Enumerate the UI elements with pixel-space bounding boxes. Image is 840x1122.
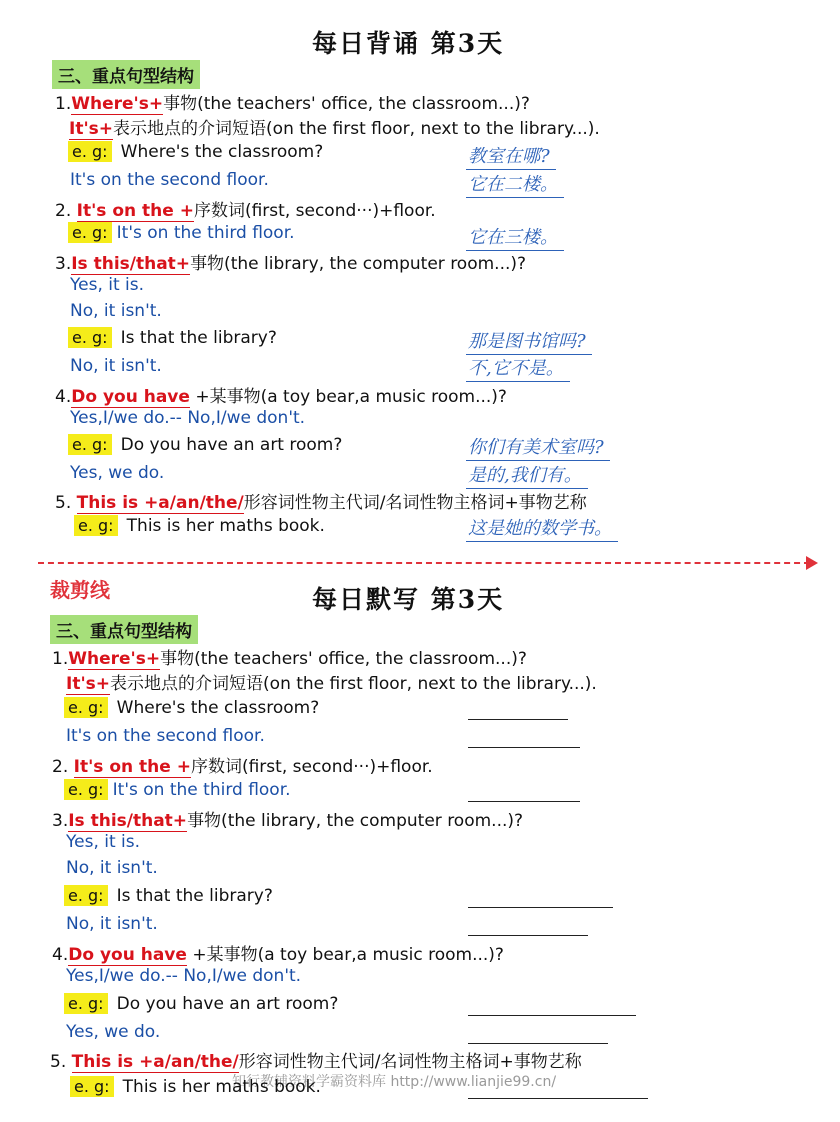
- eg-label: e. g:: [74, 515, 118, 536]
- pattern-keyword: Do you have: [68, 945, 187, 965]
- pattern-2: [55, 196, 436, 221]
- pattern-keyword: It's+: [69, 119, 114, 139]
- translation: 那是图书馆吗?: [466, 327, 592, 355]
- example-1-answer: It's on the second floor.: [66, 726, 265, 746]
- answer-yes: Yes, it is.: [66, 832, 141, 852]
- item-number: 2.: [55, 201, 72, 221]
- translation: 这是她的数学书。: [466, 514, 618, 542]
- pattern-keyword: This is +a/an/the/: [76, 493, 244, 513]
- eg-label: e. g:: [64, 697, 108, 718]
- example-3-answer: No, it isn't.: [66, 914, 158, 934]
- item-number: 4.: [55, 387, 72, 407]
- pattern-keyword: Where's+: [68, 649, 161, 669]
- item-number: 1.: [52, 649, 69, 669]
- item-number: 5.: [55, 493, 72, 513]
- pattern-4: [55, 382, 507, 407]
- pattern-text: 事物(the library, the computer room...)?: [190, 254, 527, 274]
- pattern-1: [55, 89, 530, 114]
- answer-blank[interactable]: [468, 800, 580, 802]
- pattern-text: 形容词性物主代词/名词性物主格词+事物艺称: [238, 1052, 582, 1072]
- pattern-4: [52, 940, 504, 965]
- section-heading: 三、重点句型结构: [52, 60, 200, 89]
- example-4-answer: Yes, we do.: [66, 1022, 161, 1042]
- cut-line: [38, 562, 810, 564]
- pattern-text: 事物(the teachers' office, the classroom...)?: [160, 649, 527, 669]
- item-number: 3.: [52, 811, 69, 831]
- page-title-dictation: 每日默写 第3天: [312, 585, 505, 614]
- answer-blank[interactable]: [468, 906, 613, 908]
- example-text: Is that the library?: [120, 328, 277, 348]
- example-2: [68, 223, 295, 243]
- example-3-question: [64, 886, 273, 906]
- translation: 是的,我们有。: [466, 461, 588, 489]
- example-text: Do you have an art room?: [116, 994, 339, 1014]
- example-3-question: [68, 328, 277, 348]
- answer-no: No, it isn't.: [70, 301, 162, 321]
- answer-blank[interactable]: [468, 1042, 608, 1044]
- cut-line-label: 裁剪线: [50, 578, 110, 602]
- answer-blank[interactable]: [468, 718, 568, 720]
- eg-label: e. g:: [64, 885, 108, 906]
- eg-label: e. g:: [68, 327, 112, 348]
- section-heading: 三、重点句型结构: [50, 615, 198, 644]
- translation: 不,它不是。: [466, 354, 570, 382]
- item-number: 2.: [52, 757, 69, 777]
- translation: 它在二楼。: [466, 170, 564, 198]
- pattern-5: [55, 488, 587, 513]
- example-1-question: [64, 698, 319, 718]
- eg-label: e. g:: [68, 141, 112, 162]
- pattern-text: 序数词(first, second···)+floor.: [193, 201, 436, 221]
- pattern-1: [52, 644, 527, 669]
- pattern-keyword: This is +a/an/the/: [71, 1052, 239, 1072]
- pattern-text: 序数词(first, second···)+floor.: [190, 757, 433, 777]
- example-2: [64, 780, 291, 800]
- yes-no-answers: Yes,I/we do.-- No,I/we don't.: [70, 408, 306, 428]
- pattern-3: [55, 249, 526, 274]
- answer-blank[interactable]: [468, 1097, 648, 1099]
- item-number: 3.: [55, 254, 72, 274]
- example-4-question: [64, 994, 338, 1014]
- item-number: 4.: [52, 945, 69, 965]
- example-4-question: [68, 435, 342, 455]
- pattern-keyword: Is this/that+: [68, 811, 188, 831]
- arrow-right-icon: [806, 556, 818, 570]
- example-1-answer: It's on the second floor.: [70, 170, 269, 190]
- example-text: It's on the third floor.: [112, 780, 291, 800]
- pattern-text: 事物(the teachers' office, the classroom...)?: [163, 94, 530, 114]
- item-number: 5.: [50, 1052, 67, 1072]
- pattern-5: [50, 1047, 582, 1072]
- answer-yes: Yes, it is.: [70, 275, 145, 295]
- example-text: It's on the third floor.: [116, 223, 295, 243]
- yes-no-answers: Yes,I/we do.-- No,I/we don't.: [66, 966, 302, 986]
- pattern-keyword: Where's+: [71, 94, 164, 114]
- example-3-answer: No, it isn't.: [70, 356, 162, 376]
- example-1-question: [68, 142, 323, 162]
- pattern-text: 表示地点的介词短语(on the first floor, next to the library...).: [113, 119, 600, 139]
- pattern-keyword: It's+: [66, 674, 111, 694]
- eg-label: e. g:: [68, 222, 112, 243]
- pattern-keyword: Do you have: [71, 387, 190, 407]
- pattern-3: [52, 806, 523, 831]
- pattern-2: [52, 752, 433, 777]
- example-text: Do you have an art room?: [120, 435, 343, 455]
- example-5: [70, 1077, 321, 1097]
- pattern-text: 表示地点的介词短语(on the first floor, next to the library...).: [110, 674, 597, 694]
- translation: 教室在哪?: [466, 142, 556, 170]
- translation: 你们有美术室吗?: [466, 433, 610, 461]
- example-text: Is that the library?: [116, 886, 273, 906]
- example-text: Where's the classroom?: [116, 698, 320, 718]
- watermark: 知行教辅资料学霸资料库 http://www.lianjie99.cn/: [232, 1074, 557, 1090]
- pattern-text: +某事物(a toy bear,a music room...)?: [195, 387, 507, 407]
- pattern-1b: [69, 114, 600, 139]
- example-text: Where's the classroom?: [120, 142, 324, 162]
- example-5: [74, 516, 325, 536]
- pattern-1b: [66, 669, 597, 694]
- page-title-recite: 每日背诵 第3天: [312, 29, 505, 58]
- answer-no: No, it isn't.: [66, 858, 158, 878]
- pattern-keyword: It's on the +: [76, 201, 194, 221]
- pattern-keyword: Is this/that+: [71, 254, 191, 274]
- eg-label: e. g:: [68, 434, 112, 455]
- pattern-text: +某事物(a toy bear,a music room...)?: [192, 945, 504, 965]
- eg-label: e. g:: [64, 993, 108, 1014]
- eg-label: e. g:: [64, 779, 108, 800]
- pattern-text: 形容词性物主代词/名词性物主格词+事物艺称: [243, 493, 587, 513]
- answer-blank[interactable]: [468, 934, 588, 936]
- pattern-text: 事物(the library, the computer room...)?: [187, 811, 524, 831]
- answer-blank[interactable]: [468, 746, 580, 748]
- eg-label: e. g:: [70, 1076, 114, 1097]
- translation: 它在三楼。: [466, 223, 564, 251]
- pattern-keyword: It's on the +: [73, 757, 191, 777]
- example-text: This is her maths book.: [122, 1077, 321, 1097]
- item-number: 1.: [55, 94, 72, 114]
- example-text: This is her maths book.: [126, 516, 325, 536]
- example-4-answer: Yes, we do.: [70, 463, 165, 483]
- answer-blank[interactable]: [468, 1014, 636, 1016]
